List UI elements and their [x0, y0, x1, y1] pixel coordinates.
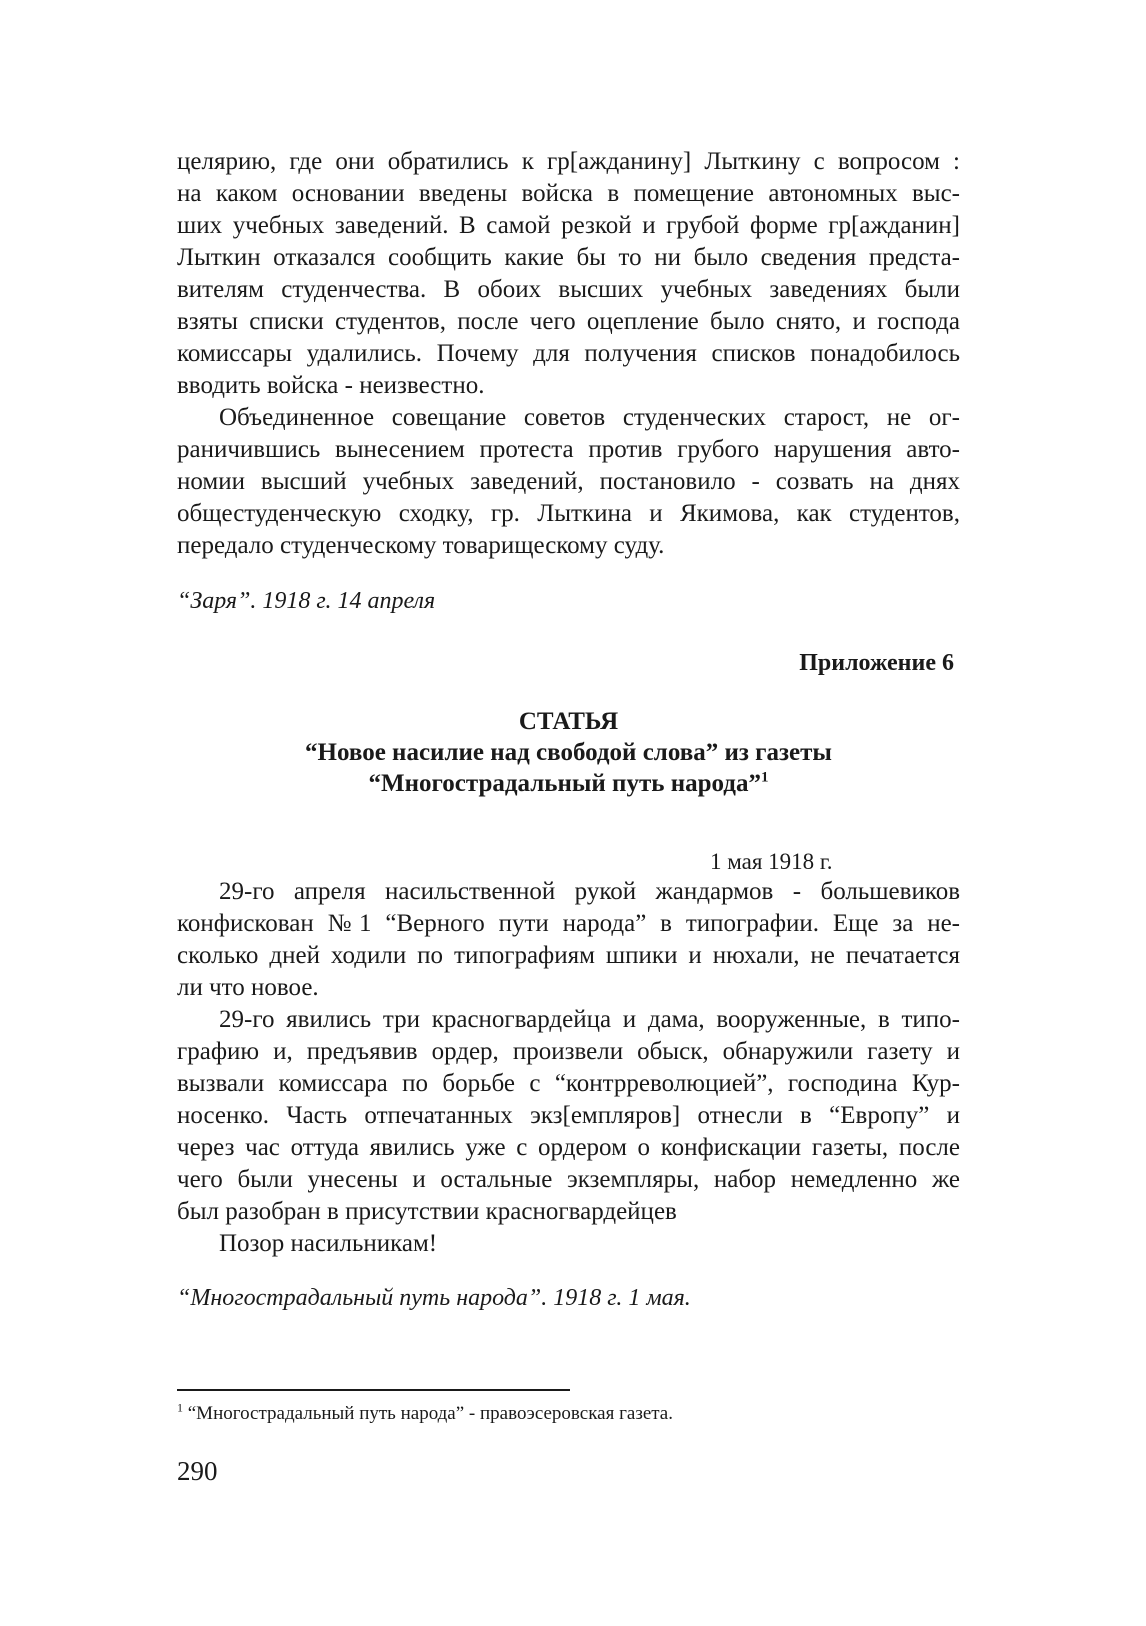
text-line: вызвали комиссара по борьбе с “контрреволюцией”, господина Кур-: [177, 1070, 960, 1097]
text-line: ших учебных заведений. В самой резкой и грубой форме гр[ажданин]: [177, 212, 960, 239]
source-citation: “Многострадальный путь народа”. 1918 г. 1 мая.: [177, 1285, 691, 1311]
text-line: вводить войска - неизвестно.: [177, 372, 485, 399]
footnote-number: 1: [177, 1400, 183, 1415]
text-line: ли что новое.: [177, 974, 319, 1001]
text-line: конфискован №1 “Верного пути народа” в типографии. Еще за не-: [177, 910, 960, 937]
source-citation: “Заря”. 1918 г. 14 апреля: [177, 588, 436, 614]
text-line: был разобран в присутствии красногвардейцев: [177, 1198, 677, 1225]
article-date: 1 мая 1918 г.: [710, 849, 833, 874]
text-line: на каком основании введены войска в помещение автономных выс-: [177, 180, 960, 207]
footnote-reference: 1: [760, 769, 769, 786]
text-line: раничившись вынесением протеста против грубого нарушения авто-: [177, 436, 960, 463]
text-line: Лыткин отказался сообщить какие бы то ни было сведения предста-: [177, 244, 960, 271]
text-line: номии высший учебных заведений, постановило - созвать на днях: [177, 468, 960, 495]
text-line: 29-го апреля насильственной рукой жандармов - большевиков: [219, 878, 960, 905]
text-line: Объединенное совещание советов студенческих старост, не ог-: [219, 404, 960, 431]
text-line: взяты списки студентов, после чего оцепление было снято, и господа: [177, 308, 960, 335]
footnote-text: “Многострадальный путь народа” - правоэсеровская газета.: [187, 1403, 673, 1424]
text-line: сколько дней ходили по типографиям шпики и нюхали, не печатается: [177, 942, 960, 969]
article-heading: СТАТЬЯ: [518, 708, 619, 735]
text-line: 29-го явились три красногвардейца и дама, вооруженные, в типо-: [219, 1006, 960, 1033]
text-line: вителям студенчества. В обоих высших учебных заведениях были: [177, 276, 960, 303]
text-line: целярию, где они обратились к гр[ажданину] Лыткину с вопросом :: [177, 148, 960, 175]
footnote: [177, 1402, 673, 1426]
text-line: передало студенческому товарищескому суду.: [177, 532, 665, 559]
text-line: Позор насильникам!: [219, 1230, 438, 1257]
article-subtitle-text: “Многострадальный путь народа”: [368, 770, 761, 797]
footnote-rule: [177, 1389, 570, 1391]
text-line: через час оттуда явились уже с ордером о конфискации газеты, после: [177, 1134, 960, 1161]
appendix-label: Приложение 6: [799, 650, 954, 676]
text-line: общестуденческую сходку, гр. Лыткина и Якимова, как студентов,: [177, 500, 960, 527]
text-line: чего были унесены и остальные экземпляры, набор немедленно же: [177, 1166, 960, 1193]
text-line: носенко. Часть отпечатанных экз[емпляров] отнесли в “Европу” и: [177, 1102, 960, 1129]
article-subtitle: [177, 768, 960, 799]
text-line: графию и, предъявив ордер, произвели обыск, обнаружили газету и: [177, 1038, 960, 1065]
text-line: комиссары удалились. Почему для получения списков понадобилось: [177, 340, 960, 367]
article-subtitle: “Новое насилие над свободой слова” из газеты: [305, 739, 832, 766]
page-number: 290: [177, 1456, 218, 1486]
